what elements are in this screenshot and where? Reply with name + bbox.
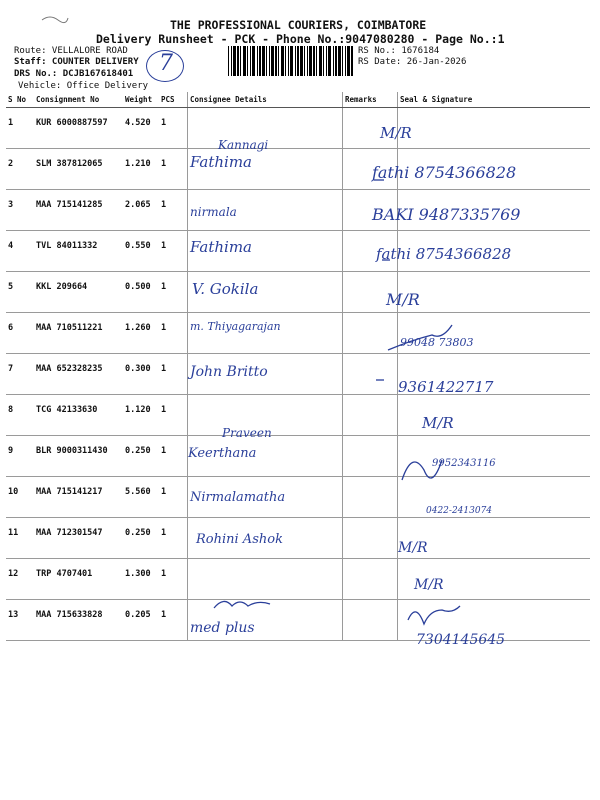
row-consignment: KKL 209664 (34, 272, 123, 313)
barcode (228, 46, 354, 76)
barcode-bar (257, 46, 258, 76)
col-pcs: PCS (159, 92, 188, 108)
barcode-bar (307, 46, 308, 76)
row-weight: 1.120 (123, 395, 159, 436)
hw-r1-seal: M/R (380, 124, 412, 142)
row-weight: 0.250 (123, 436, 159, 477)
hw-r5-name: V. Gokila (192, 280, 259, 298)
row-pcs: 1 (159, 149, 188, 190)
hw-r7-seal: 9361422717 (398, 378, 494, 396)
hw-r2-seal: fathi 8754366828 (372, 163, 517, 182)
row-consignment: TVL 84011332 (34, 231, 123, 272)
barcode-bar (295, 46, 296, 76)
circled-page-mark (146, 50, 184, 82)
row-sno: 10 (6, 477, 34, 518)
row-pcs: 1 (159, 600, 188, 641)
row-sno: 9 (6, 436, 34, 477)
barcode-bar (323, 46, 324, 76)
barcode-bar (345, 46, 346, 76)
hw-r4-name: Fathima (190, 238, 252, 256)
row-sno: 6 (6, 313, 34, 354)
hw-r12-seal: M/R (414, 577, 444, 593)
row-sno: 2 (6, 149, 34, 190)
vehicle-label: Vehicle: Office Delivery (18, 81, 149, 91)
row-sno: 1 (6, 108, 34, 149)
row-pcs: 1 (159, 395, 188, 436)
row-pcs: 1 (159, 231, 188, 272)
hw-r9-seal: 9952343116 (432, 458, 496, 469)
hw-r6-name: m. Thiyagarajan (190, 320, 281, 333)
barcode-bar (335, 46, 337, 76)
row-sno: 8 (6, 395, 34, 436)
barcode-bar (228, 46, 229, 76)
barcode-bar (281, 46, 284, 76)
barcode-bar (285, 46, 286, 76)
hw-r2-name: Fathima (190, 153, 252, 171)
hw-r13-name: med plus (190, 620, 255, 636)
barcode-bar (269, 46, 270, 76)
signature-r13-stroke (210, 594, 290, 614)
row-sno: 7 (6, 354, 34, 395)
row-weight: 5.560 (123, 477, 159, 518)
barcode-bar (316, 46, 317, 76)
barcode-bar (240, 46, 241, 76)
row-sno: 12 (6, 559, 34, 600)
hw-r8-seal: M/R (422, 414, 454, 432)
row-sno: 3 (6, 190, 34, 231)
row-weight: 1.300 (123, 559, 159, 600)
barcode-bar (304, 46, 305, 76)
hw-r3-name: nirmala (190, 205, 237, 219)
hw-r13-seal: 7304145645 (416, 632, 506, 648)
row-pcs: 1 (159, 272, 188, 313)
hw-r9-name: Keerthana (188, 446, 257, 461)
row-consignment: KUR 6000887597 (34, 108, 123, 149)
barcode-bar (338, 46, 341, 76)
sheet-subtitle: Delivery Runsheet - PCK - Phone No.:9047080280 - Page No.:1 (96, 32, 505, 46)
row-consignment: MAA 712301547 (34, 518, 123, 559)
row-consignment: TRP 4707401 (34, 559, 123, 600)
barcode-bar (231, 46, 232, 76)
hw-r3-seal: BAKI 9487335769 (372, 205, 521, 224)
barcode-bar (259, 46, 261, 76)
barcode-bar (278, 46, 279, 76)
row-pcs: 1 (159, 190, 188, 231)
row-pcs: 1 (159, 518, 188, 559)
hw-r2-name-top: Kannagi (218, 138, 269, 152)
barcode-bar (247, 46, 248, 76)
barcode-bar (351, 46, 353, 76)
route-label: Route: VELLALORE ROAD (14, 46, 128, 56)
drs-number: DRS No.: DCJB167618401 (14, 69, 134, 79)
barcode-bar (326, 46, 327, 76)
col-weight: Weight (123, 92, 159, 108)
row-sno: 11 (6, 518, 34, 559)
col-consignee: Consignee Details (188, 92, 343, 108)
barcode-bar (233, 46, 236, 76)
row-consignment: TCG 42133630 (34, 395, 123, 436)
row-sno: 13 (6, 600, 34, 641)
row-weight: 0.550 (123, 231, 159, 272)
row-pcs: 1 (159, 108, 188, 149)
barcode-bar (266, 46, 267, 76)
barcode-bar (309, 46, 312, 76)
hw-r6-seal: 99048 73803 (400, 336, 474, 349)
barcode-bar (342, 46, 343, 76)
barcode-bar (297, 46, 299, 76)
row-consignment: MAA 652328235 (34, 354, 123, 395)
col-sno: S No (6, 92, 34, 108)
row-pcs: 1 (159, 559, 188, 600)
row-weight: 2.065 (123, 190, 159, 231)
row-weight: 0.300 (123, 354, 159, 395)
signature-strokes (372, 140, 592, 660)
hw-r10-name: Nirmalamatha (190, 490, 286, 505)
barcode-bar (271, 46, 274, 76)
hw-r9-name-top: Praveen (222, 426, 272, 440)
row-weight: 1.260 (123, 313, 159, 354)
hw-r10-seal: 0422-2413074 (426, 506, 493, 516)
barcode-bar (290, 46, 293, 76)
col-seal: Seal & Signature (398, 92, 591, 108)
col-consignment: Consignment No (34, 92, 123, 108)
row-consignment: SLM 387812065 (34, 149, 123, 190)
row-pcs: 1 (159, 436, 188, 477)
row-consignment: MAA 715633828 (34, 600, 123, 641)
hw-r7-name: John Britto (190, 364, 268, 380)
row-pcs: 1 (159, 354, 188, 395)
row-pcs: 1 (159, 313, 188, 354)
barcode-bar (250, 46, 251, 76)
row-sno: 5 (6, 272, 34, 313)
row-consignee (188, 313, 343, 354)
barcode-bar (313, 46, 315, 76)
barcode-bar (347, 46, 350, 76)
row-weight: 1.210 (123, 149, 159, 190)
hw-r11-seal: M/R (398, 540, 428, 556)
hw-r5-seal: M/R (386, 290, 420, 309)
col-remarks: Remarks (343, 92, 398, 108)
barcode-bar (300, 46, 303, 76)
badge-mark: 7 (159, 51, 173, 76)
barcode-bar (333, 46, 334, 76)
barcode-bar (328, 46, 331, 76)
barcode-bar (288, 46, 289, 76)
barcode-bar (252, 46, 255, 76)
row-consignment: MAA 715141285 (34, 190, 123, 231)
barcode-bar (275, 46, 277, 76)
hw-r11-name: Rohini Ashok (196, 532, 283, 547)
row-consignment: MAA 715141217 (34, 477, 123, 518)
row-weight: 0.500 (123, 272, 159, 313)
rs-number: RS No.: 1676184 (358, 46, 440, 56)
barcode-bar (243, 46, 246, 76)
sheet-title: THE PROFESSIONAL COURIERS, COIMBATORE (170, 18, 427, 32)
row-consignment: MAA 710511221 (34, 313, 123, 354)
barcode-bar (262, 46, 265, 76)
barcode-bar (237, 46, 239, 76)
hw-r4-seal: fathi 8754366828 (376, 245, 512, 263)
barcode-bar (319, 46, 322, 76)
row-consignment: BLR 9000311430 (34, 436, 123, 477)
row-weight: 4.520 (123, 108, 159, 149)
rs-date: RS Date: 26-Jan-2026 (358, 57, 467, 67)
row-weight: 0.250 (123, 518, 159, 559)
scribble-mark (40, 12, 70, 26)
row-pcs: 1 (159, 477, 188, 518)
staff-label: Staff: COUNTER DELIVERY (14, 57, 139, 67)
row-sno: 4 (6, 231, 34, 272)
row-weight: 0.205 (123, 600, 159, 641)
table-header-row (6, 92, 590, 108)
